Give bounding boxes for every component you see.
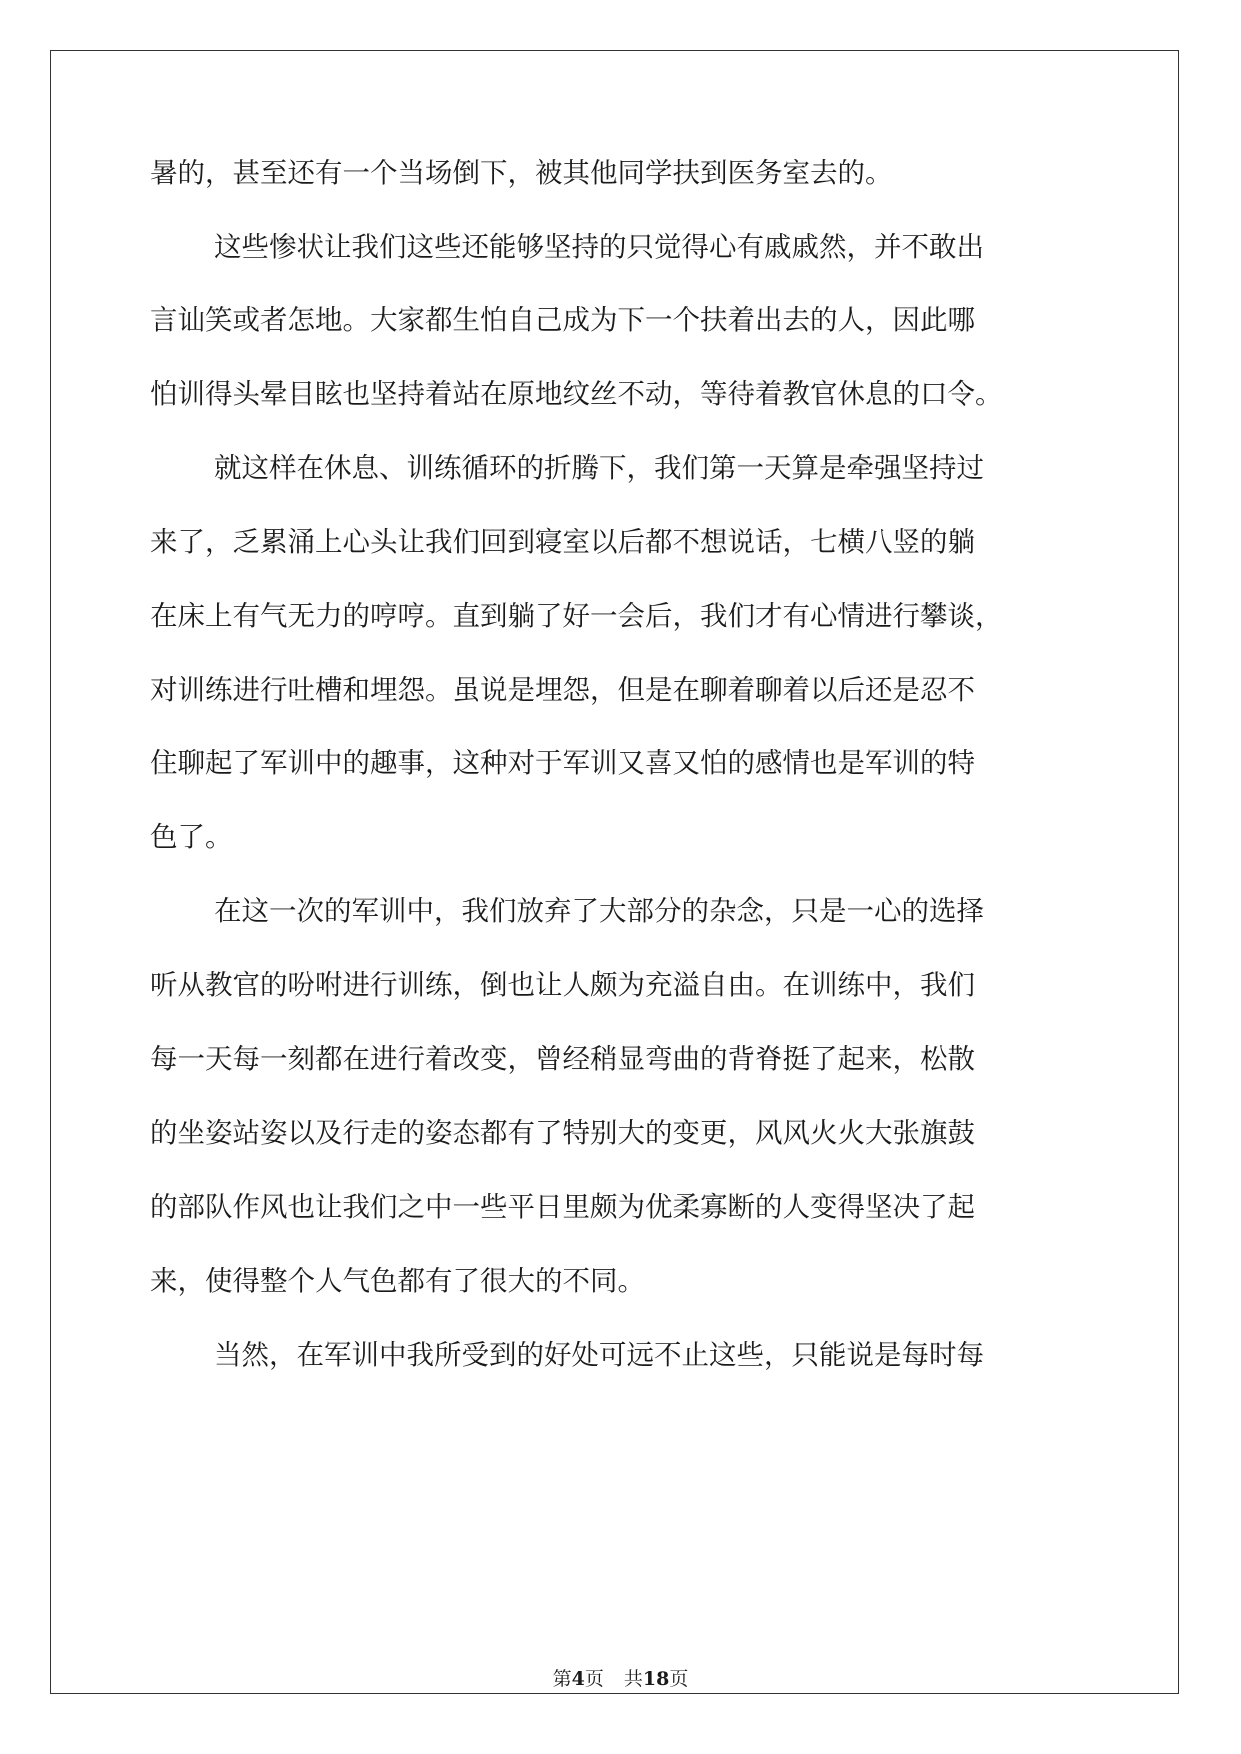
footer-page-total: 18 — [642, 1668, 670, 1690]
text-line: 怕训得头晕目眩也坚持着站在原地纹丝不动，等待着教官休息的口令。 — [150, 378, 1003, 410]
footer-page-current: 4 — [571, 1668, 585, 1690]
text-line: 来了，乏累涌上心头让我们回到寝室以后都不想说话，七横八竖的躺 — [150, 526, 975, 558]
text-line: 就这样在休息、训练循环的折腾下，我们第一天算是牵强坚持过 — [214, 452, 984, 484]
page-footer — [0, 1667, 1241, 1691]
text-line: 这些惨状让我们这些还能够坚持的只觉得心有戚戚然，并不敢出 — [214, 231, 984, 263]
text-line: 对训练进行吐槽和埋怨。虽说是埋怨，但是在聊着聊着以后还是忍不 — [150, 674, 975, 706]
text-line: 的坐姿站姿以及行走的姿态都有了特别大的变更，风风火火大张旗鼓 — [150, 1117, 975, 1149]
footer-page-suffix: 页 — [584, 1668, 604, 1690]
page-border — [50, 50, 1179, 1694]
text-line: 在这一次的军训中，我们放弃了大部分的杂念，只是一心的选择 — [214, 895, 984, 927]
footer-page-prefix: 第 — [552, 1668, 572, 1690]
text-line: 在床上有气无力的哼哼。直到躺了好一会后，我们才有心情进行攀谈， — [150, 600, 1003, 632]
text-line: 听从教官的吩咐进行训练，倒也让人颇为充溢自由。在训练中，我们 — [150, 969, 975, 1001]
text-line: 暑的，甚至还有一个当场倒下，被其他同学扶到医务室去的。 — [150, 157, 893, 189]
text-line: 言讪笑或者怎地。大家都生怕自己成为下一个扶着出去的人，因此哪 — [150, 304, 975, 336]
text-line: 色了。 — [150, 821, 233, 853]
text-line: 每一天每一刻都在进行着改变，曾经稍显弯曲的背脊挺了起来，松散 — [150, 1043, 975, 1075]
text-line: 来，使得整个人气色都有了很大的不同。 — [150, 1265, 645, 1297]
footer-total-suffix: 页 — [669, 1668, 689, 1690]
text-line: 当然，在军训中我所受到的好处可远不止这些，只能说是每时每 — [214, 1339, 984, 1371]
footer-total-prefix: 共 — [623, 1668, 643, 1690]
text-line: 住聊起了军训中的趣事，这种对于军训又喜又怕的感情也是军训的特 — [150, 747, 975, 779]
text-line: 的部队作风也让我们之中一些平日里颇为优柔寡断的人变得坚决了起 — [150, 1191, 975, 1223]
